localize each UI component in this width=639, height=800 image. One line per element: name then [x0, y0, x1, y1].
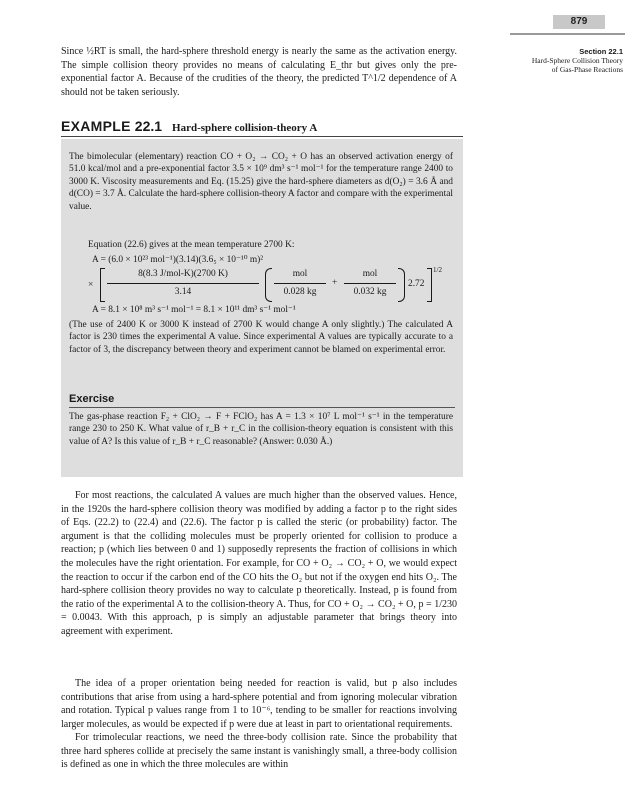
example-label: EXAMPLE: [61, 118, 131, 134]
equation-power: 1/2: [433, 266, 442, 274]
section-label: Section 22.1: [579, 47, 623, 56]
equation-factor: 2.72: [408, 279, 425, 289]
equation-denominator: 3.14: [174, 287, 192, 297]
body-paragraph-2: [61, 677, 457, 731]
left-paren: [265, 268, 272, 302]
body-paragraph-1: [61, 489, 457, 639]
body-paragraph-2-text: The idea of a proper orientation being needed for reaction is valid, but p also includes contributions that arise from using a hard-sphere potential and from ignoring molecular vibration and rotation. Typical p values range from 1 to 10⁻⁶, tending to be smaller for reactions involving larger molecules, as would be expected if p were due at least in part to orientational requirements.: [61, 678, 457, 730]
example-number: 22.1: [134, 118, 163, 134]
example-problem: The bimolecular (elementary) reaction CO + O₂ → CO₂ + O has an observed activation energy of 51.0 kcal/mol and a pre-exponential factor 3.5 × 10⁹ dm³ s⁻¹ mol⁻¹ for the temperature range 2400 to 3000 K. Viscosity measurements and Eq. (15.25) give the hard-sphere diameters as d(O₂) = 3.6 Å and d(CO) = 3.7 Å. Calculate the hard-sphere collision-theory A factor and compare with the experimental value.: [69, 152, 453, 212]
equation-mol-2: mol: [362, 269, 378, 279]
example-title: Hard-sphere collision-theory A: [172, 122, 318, 134]
section-title: [500, 56, 623, 74]
fraction-line-3: [344, 283, 396, 284]
equation-numerator: 8(8.3 J/mol-K)(2700 K): [138, 269, 228, 279]
exercise-label: Exercise: [69, 393, 115, 405]
body-paragraph-1-text: For most reactions, the calculated A values are much higher than the observed values. Hence, in the 1920s the hard-sphere collision theory was modified by adding a factor p to the right sides of Eqs. (22.2) to (22.4) and (22.6). The factor p is called the steric (or probability) factor. The argument is that the colliding molecules must be properly oriented for collision to produce a reaction; p (which lies between 0 and 1) supposedly represents the fraction of collisions in which the molecules have the right orientation. For example, for CO + O₂ → CO₂ + O, we would expect the reaction to occur if the carbon end of the CO hits the O₂ but not if the oxygen end hits O₂. The hard-sphere collision theory provides no way to calculate p theoretically. Instead, p is found from the ratio of the experimental A to the collision-theory A. Thus, for CO + O₂ → CO₂ + O, p = 1/230 = 0.0043. With this approach, p is simply an adjustable parameter that brings theory into agreement with experiment.: [61, 490, 457, 637]
equation-kg-2: 0.032 kg: [353, 287, 387, 297]
example-solution-intro: Equation (22.6) gives at the mean temperature 2700 K:: [88, 240, 295, 250]
right-bracket: [427, 268, 432, 302]
page-number: 879: [553, 15, 605, 29]
equation-line-3: A = 8.1 × 10⁸ m³ s⁻¹ mol⁻¹ = 8.1 × 10¹¹ dm³ s⁻¹ mol⁻¹: [92, 305, 296, 315]
equation-times: ×: [88, 280, 94, 290]
equation-line-1: A = (6.0 × 10²³ mol⁻¹)(3.14)(3.6₅ × 10⁻¹⁰ m)²: [92, 255, 264, 265]
right-paren: [398, 268, 405, 302]
equation-mol-1: mol: [292, 269, 308, 279]
equation-plus: +: [332, 278, 338, 288]
example-rule: [61, 136, 463, 137]
exercise-rule: [69, 407, 455, 408]
left-bracket: [100, 268, 105, 302]
header-rule: [510, 33, 625, 35]
example-discussion: (The use of 2400 K or 3000 K instead of 2700 K would change A only slightly.) The calculated A factor is 230 times the experimental A value. Since experimental A values are typically accurate to a factor of 3, the discrepancy between theory and experiment cannot be blamed on experimental error.: [69, 320, 453, 355]
example-heading: [61, 118, 481, 136]
section-title-line2: of Gas-Phase Reactions: [551, 65, 623, 74]
exercise-text: The gas-phase reaction F₂ + ClO₂ → F + FClO₂ has A = 1.3 × 10⁷ L mol⁻¹ s⁻¹ in the temperature range 230 to 250 K. What value of r_B + r_C in the collision-theory equation is consistent with this value of A? Is this value of r_B + r_C reasonable? (Answer: 0.030 Å.): [69, 412, 453, 447]
fraction-line-2: [274, 283, 326, 284]
fraction-line-1: [107, 283, 259, 284]
body-paragraph-3-text: For trimolecular reactions, we need the three-body collision rate. Since the probability that three hard spheres collide at precisely the same instant is vanishingly small, a three-body collision is defined as one in which the three molecules are within: [61, 732, 457, 771]
equation-kg-1: 0.028 kg: [283, 287, 317, 297]
intro-paragraph: Since ½RT is small, the hard-sphere threshold energy is nearly the same as the activation energy. The simple collision theory provides no means of calculating E_thr but gives only the pre-exponential factor A. Because of the crudities of the theory, the predicted T^1/2 dependence of A should not be taken seriously.: [61, 46, 457, 98]
body-paragraph-3: [61, 731, 457, 772]
section-title-line1: Hard-Sphere Collision Theory: [531, 56, 623, 65]
